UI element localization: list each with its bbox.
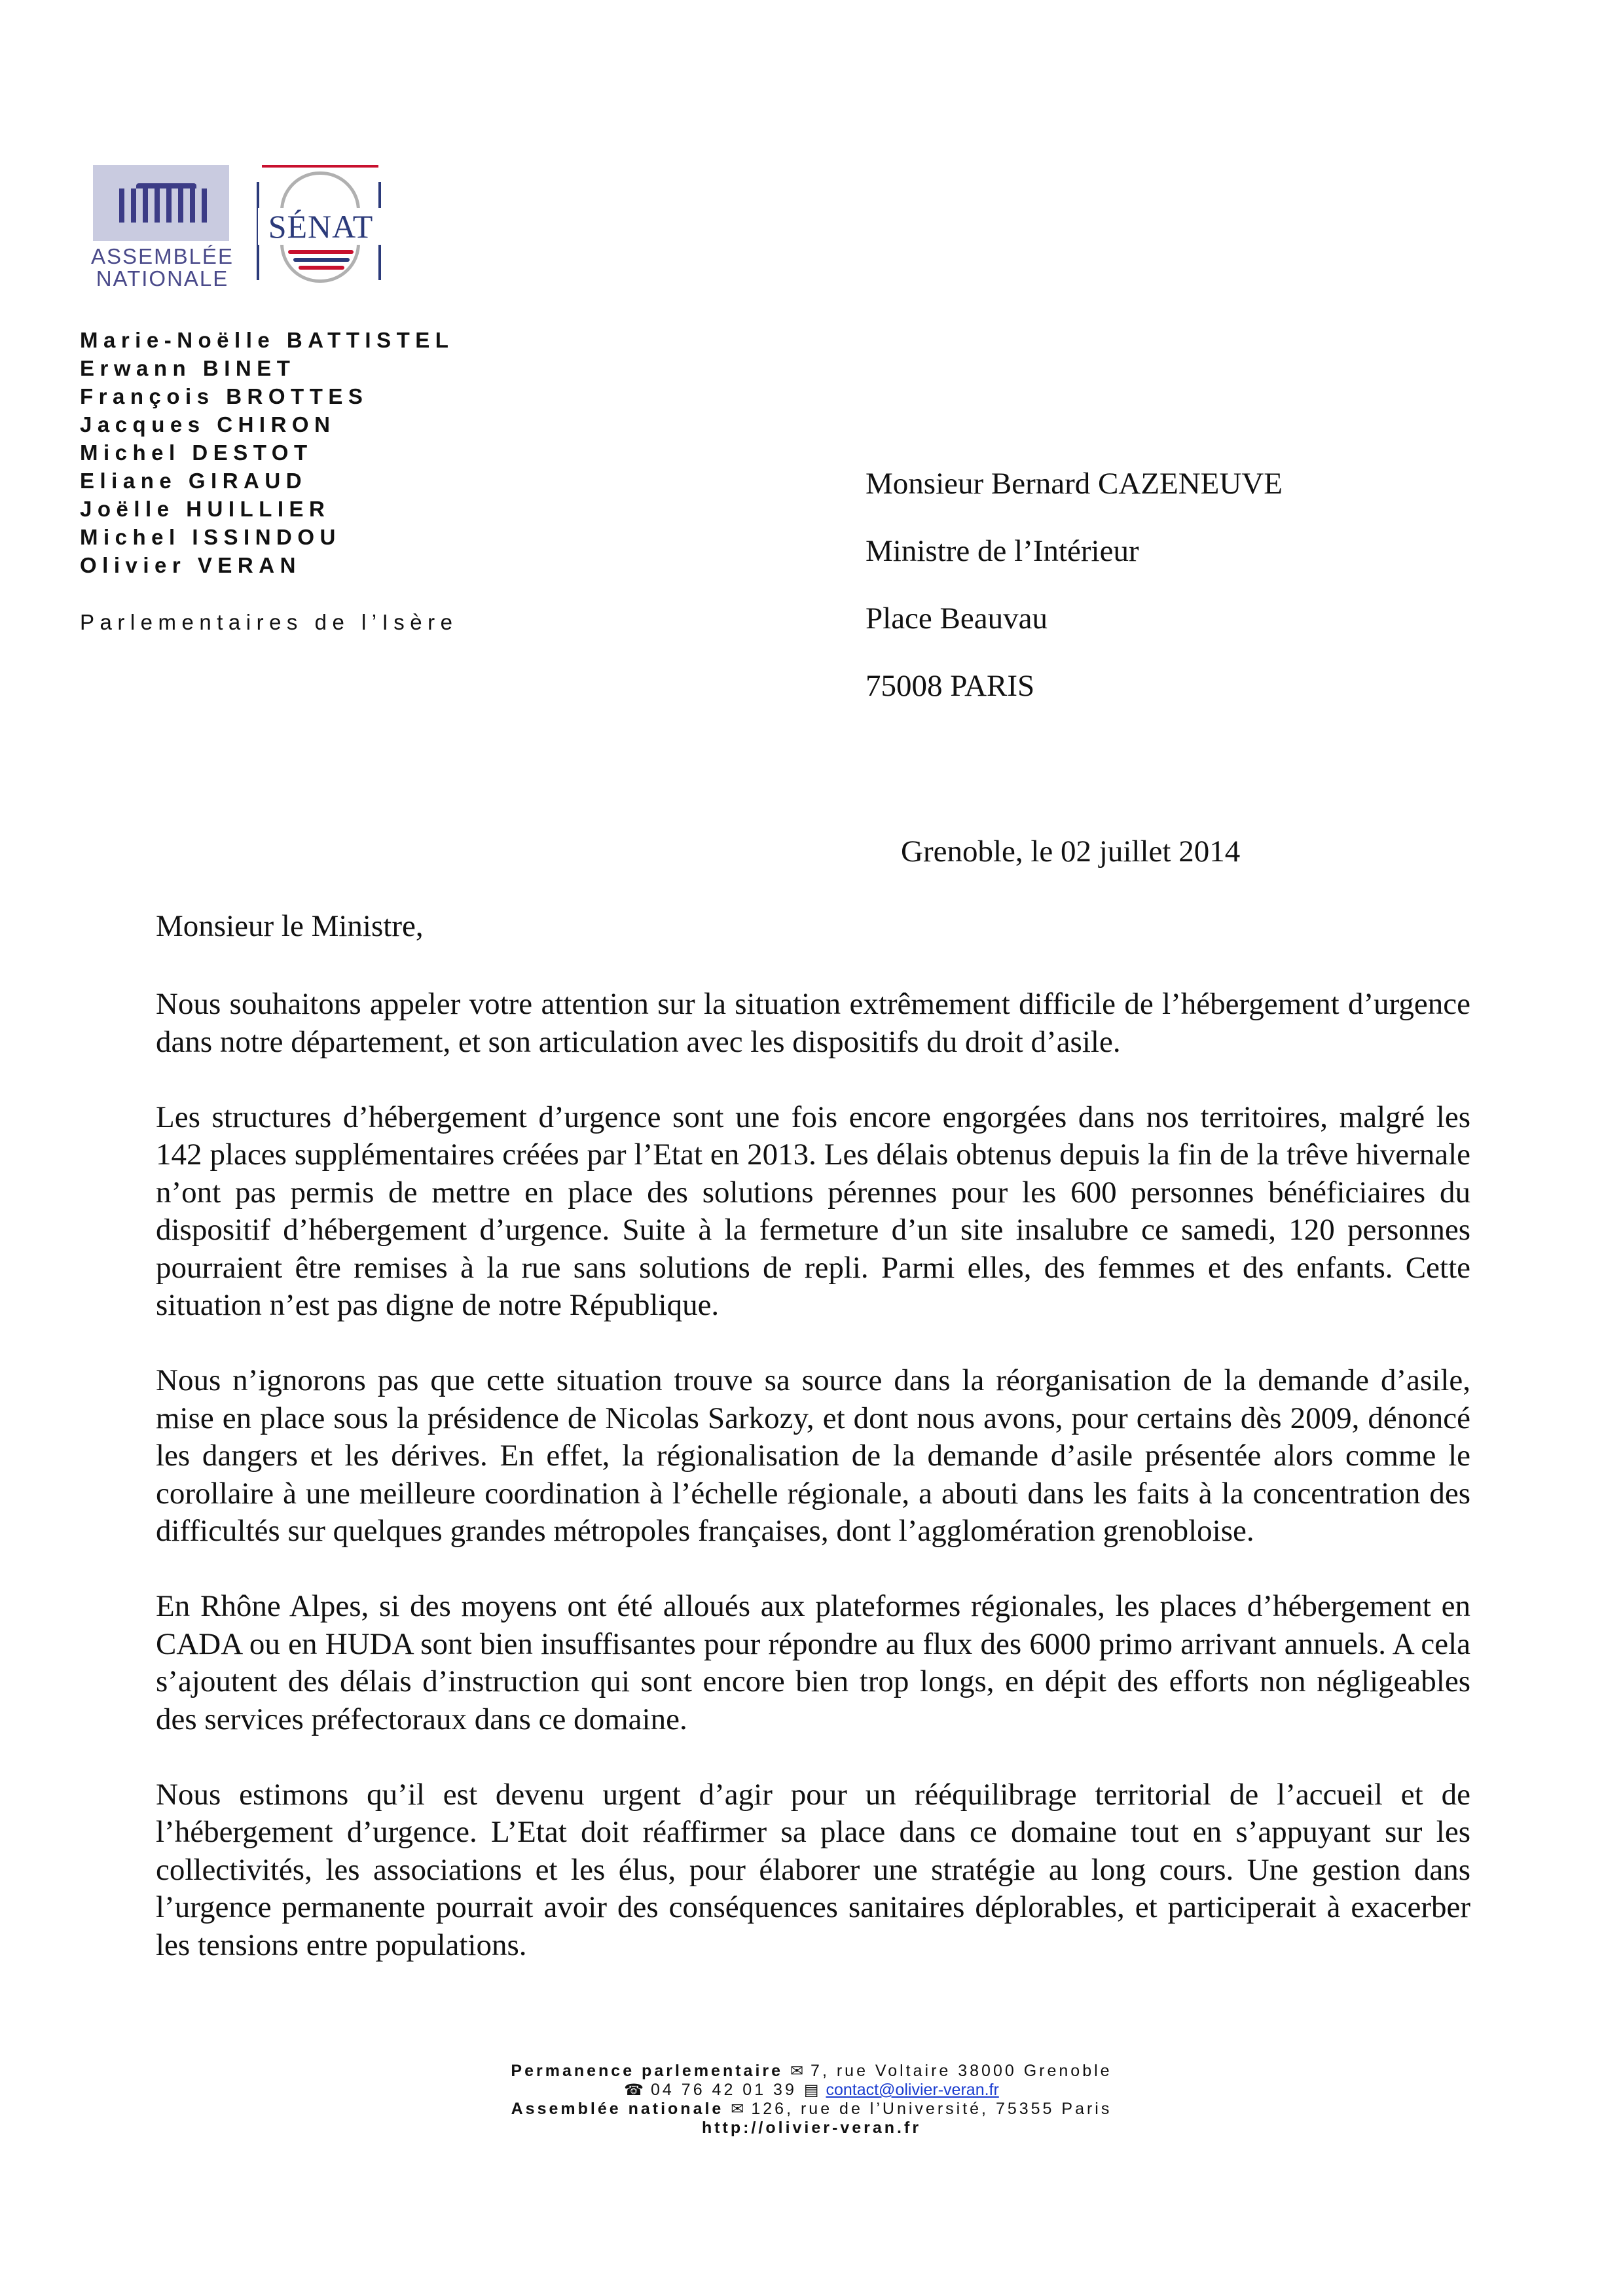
letter-body <box>156 986 1470 2002</box>
footer-line-3 <box>0 2100 1623 2119</box>
footer-line-4 <box>0 2119 1623 2138</box>
assemblee-logo-emblem <box>93 165 229 241</box>
body-paragraph: Les structures d’hébergement d’urgence sont une fois encore engorgées dans nos territoires, malgré les 142 places supplémentaires créées par l’Etat en 2013. Les délais obtenus depuis la fin de la trêve hivernale n’ont pas permis de mettre en place des solutions pérennes pour les 600 personnes bénéficiaires du dispositif d’hébergement d’urgence. Suite à la fermeture d’un site insalubre ce samedi, 120 personnes pourraient être remises à la rue sans solutions de repli. Parmi elles, des femmes et des enfants. Cette situation n’est pas digne de notre République. <box>156 1100 1470 1322</box>
computer-icon: ▤ <box>803 2081 819 2099</box>
sender-list <box>80 326 454 579</box>
senat-logo <box>250 165 390 289</box>
assemblee-logo-text-2: NATIONALE <box>96 266 229 291</box>
footer-line-1 <box>0 2062 1623 2081</box>
footer-phone: 04 76 42 01 39 <box>651 2081 797 2099</box>
letter-date: Grenoble, le 02 juillet 2014 <box>901 834 1241 869</box>
footer-line-2 <box>0 2081 1623 2100</box>
footer <box>0 2062 1623 2138</box>
body-paragraph: Nous souhaitons appeler votre attention sur la situation extrêmement difficile de l’hébergement d’urgence dans notre département, et son articulation avec les dispositifs du droit d’asile. <box>156 987 1470 1059</box>
body-paragraph: En Rhône Alpes, si des moyens ont été alloués aux plateformes régionales, les places d’hébergement en CADA ou en HUDA sont bien insuffisantes pour répondre au flux des 6000 primo arrivant annuels. A cela s’ajoutent des délais d’instruction qui sont encore bien trop longs, en dépit des efforts non négligeables des services préfectoraux dans ce domaine. <box>156 1589 1470 1736</box>
body-paragraph: Nous n’ignorons pas que cette situation trouve sa source dans la réorganisation de la demande d’asile, mise en place sous la présidence de Nicolas Sarkozy, et dont nous avons, pour certains dès 2009, dénoncé les dangers et les dérives. En effet, la régionalisation de la demande d’asile présentée alors comme le corollaire à une meilleure coordination à l’échelle régionale, a abouti dans les faits à la concentration des difficultés sur quelques grandes métropoles françaises, dont l’agglomération grenobloise. <box>156 1363 1470 1548</box>
sender-name: Eliane GIRAUD <box>80 469 308 493</box>
sender-name: Erwann BINET <box>80 356 296 380</box>
footer-permanence-label: Permanence parlementaire <box>511 2062 784 2080</box>
sender-name: Olivier VERAN <box>80 553 301 577</box>
envelope-icon: ✉ <box>790 2062 804 2080</box>
senat-logo-text: SÉNAT <box>258 208 384 245</box>
sender-name: Michel ISSINDOU <box>80 525 341 549</box>
footer-email-link[interactable]: contact@olivier-veran.fr <box>826 2081 999 2099</box>
footer-permanence-address: 7, rue Voltaire 38000 Grenoble <box>811 2062 1112 2080</box>
senders-caption: Parlementaires de l’Isère <box>80 610 458 634</box>
recipient-city: 75008 PARIS <box>866 669 1035 703</box>
recipient-address <box>866 450 1283 720</box>
sender-name: Michel DESTOT <box>80 440 313 465</box>
sender-name: Marie-Noëlle BATTISTEL <box>80 328 454 352</box>
footer-assemblee-label: Assemblée nationale <box>511 2100 724 2118</box>
recipient-title: Ministre de l’Intérieur <box>866 534 1139 568</box>
footer-assemblee-address: 126, rue de l’Université, 75355 Paris <box>751 2100 1112 2118</box>
envelope-icon: ✉ <box>731 2100 744 2118</box>
sender-name: Joëlle HUILLIER <box>80 497 331 521</box>
recipient-street: Place Beauvau <box>866 601 1048 636</box>
phone-icon: ☎ <box>624 2081 644 2099</box>
assemblee-nationale-logo <box>90 165 234 291</box>
salutation: Monsieur le Ministre, <box>156 909 424 943</box>
body-paragraph: Nous estimons qu’il est devenu urgent d’agir pour un rééquilibrage territorial de l’accueil et de l’hébergement d’urgence. L’Etat doit réaffirmer sa place dans ce domaine tout en s’appuyant sur les collectivités, les associations et les élus, pour élaborer une stratégie au long cours. Une gestion dans l’urgence permanente pourrait avoir des conséquences sanitaires déplorables, et participerait à exacerber les tensions entre populations. <box>156 1777 1470 1962</box>
sender-name: François BROTTES <box>80 384 369 408</box>
footer-website-link[interactable]: http://olivier-veran.fr <box>701 2119 922 2137</box>
assemblee-logo-text-1: ASSEMBLÉE <box>91 244 234 268</box>
sender-name: Jacques CHIRON <box>80 412 336 437</box>
recipient-name: Monsieur Bernard CAZENEUVE <box>866 467 1283 501</box>
